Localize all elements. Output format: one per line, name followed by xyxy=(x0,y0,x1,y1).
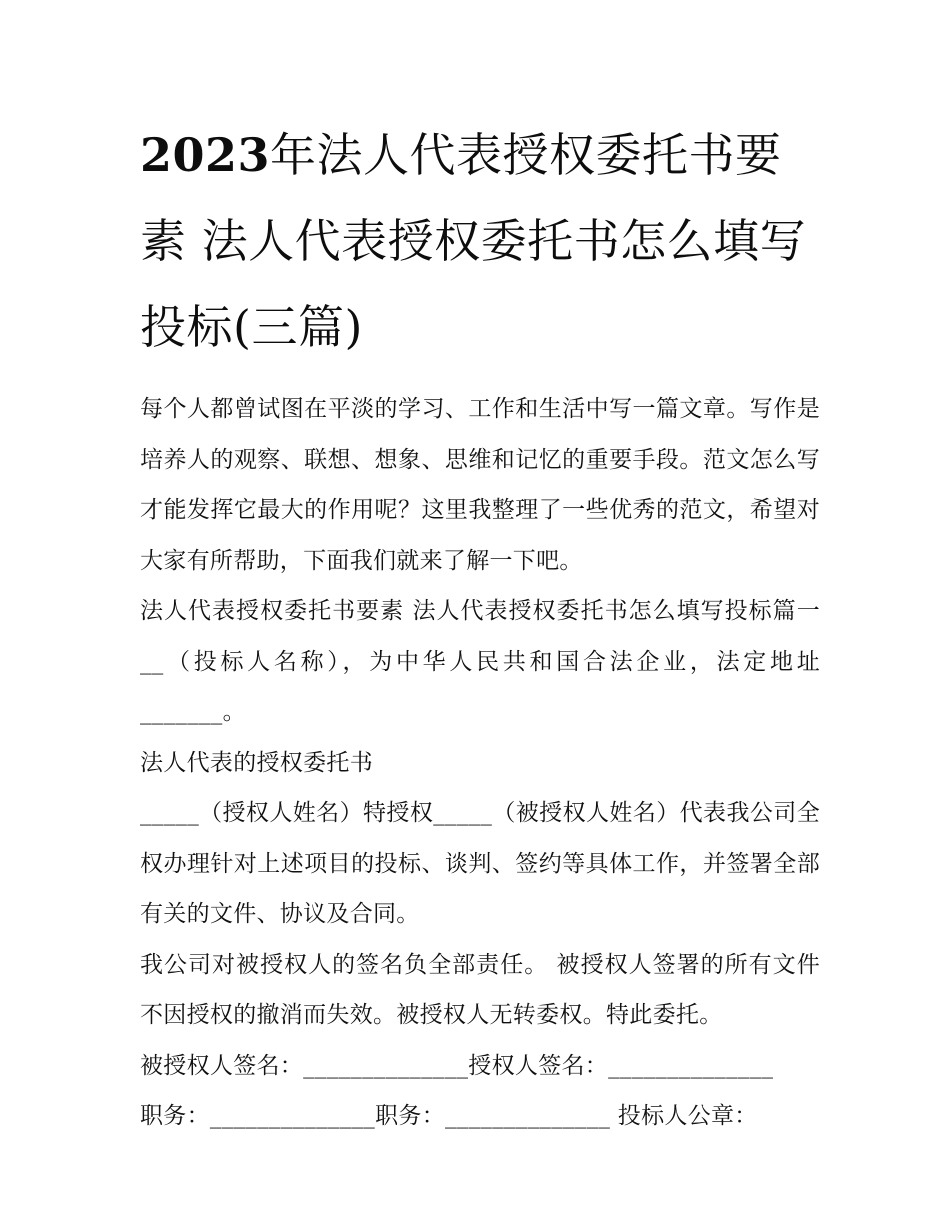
title-text: 年法人代表授权委托书要素 法人代表授权委托书怎么填写投标(三篇) xyxy=(140,128,807,354)
authorization-paragraph: _____（授权人姓名）特授权_____（被授权人姓名）代表我公司全权办理针对上述项目的投标、谈判、签约等具体工作，并签署全部有关的文件、协议及合同。 xyxy=(140,800,820,927)
title-year: 2023 xyxy=(140,128,271,182)
section-heading-paragraph: 法人代表授权委托书要素 法人代表授权委托书怎么填写投标篇一 __（投标人名称），为中华人民共和国合法企业，法定地址_______。 xyxy=(140,598,820,725)
intro-paragraph: 每个人都曾试图在平淡的学习、工作和生活中写一篇文章。写作是培养人的观察、联想、想象、思维和记忆的重要手段。范文怎么写才能发挥它最大的作用呢？这里我整理了一些优秀的范文，希望对大家有所帮助，下面我们就来了解一下吧。 xyxy=(140,396,820,574)
document-page xyxy=(140,112,820,1142)
signature-line: 被授权人签名：______________授权人签名：______________ xyxy=(140,1052,774,1079)
position-line: 职务：______________职务：______________ 投标人公章： xyxy=(140,1103,758,1129)
subheading-paragraph: 法人代表的授权委托书 xyxy=(140,749,373,776)
document-title xyxy=(140,112,820,370)
responsibility-paragraph: 我公司对被授权人的签名负全部责任。 被授权人签署的所有文件不因授权的撤消而失效。被授权人无转委权。特此委托。 xyxy=(140,951,820,1028)
document-body xyxy=(140,384,820,1142)
